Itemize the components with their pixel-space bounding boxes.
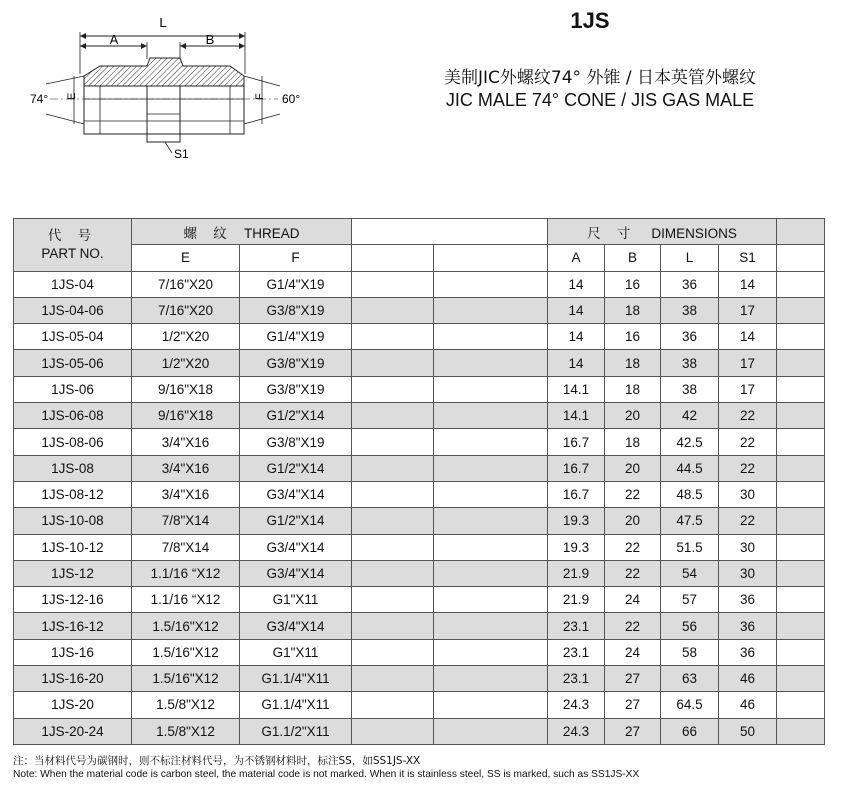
dim-label-l: L	[159, 15, 167, 30]
header-col-s1: S1	[719, 245, 777, 271]
blank-cell	[434, 350, 548, 376]
blank-cell	[434, 534, 548, 560]
dim-a-cell: 19.3	[548, 534, 605, 560]
thread-e-cell: 7/16"X20	[132, 297, 240, 323]
dim-l-cell: 38	[661, 297, 719, 323]
angle-label-left: 74°	[30, 92, 49, 106]
dim-label-a: A	[109, 32, 119, 47]
dim-b-cell: 22	[605, 534, 661, 560]
thread-e-cell: 7/8"X14	[132, 534, 240, 560]
blank-cell	[434, 560, 548, 586]
table-row	[14, 429, 825, 455]
blank-cell	[352, 376, 434, 402]
table-row	[14, 587, 825, 613]
header-blank	[352, 219, 548, 245]
blank-cell	[777, 534, 825, 560]
dim-a-cell: 23.1	[548, 613, 605, 639]
blank-cell	[434, 271, 548, 297]
blank-cell	[434, 508, 548, 534]
thread-e-cell: 1/2"X20	[132, 324, 240, 350]
thread-e-cell: 1.5/8"X12	[132, 692, 240, 718]
dim-a-cell: 16.7	[548, 429, 605, 455]
thread-e-cell: 1.5/16"X12	[132, 666, 240, 692]
blank-cell	[352, 481, 434, 507]
thread-f-cell: G1/4"X19	[240, 271, 352, 297]
dim-s1-cell: 30	[719, 534, 777, 560]
thread-f-cell: G1"X11	[240, 639, 352, 665]
thread-e-cell: 3/4"X16	[132, 429, 240, 455]
dim-l-cell: 58	[661, 639, 719, 665]
thread-e-cell: 3/4"X16	[132, 481, 240, 507]
dim-s1-cell: 50	[719, 718, 777, 744]
blank-cell	[352, 692, 434, 718]
thread-e-cell: 1.1/16 “X12	[132, 560, 240, 586]
dim-l-cell: 44.5	[661, 455, 719, 481]
blank-cell	[777, 376, 825, 402]
dim-l-cell: 54	[661, 560, 719, 586]
dim-l-cell: 63	[661, 666, 719, 692]
header-blank-2	[434, 245, 548, 271]
header-extra	[777, 219, 825, 245]
dim-a-cell: 16.7	[548, 481, 605, 507]
blank-cell	[777, 508, 825, 534]
table-row	[14, 455, 825, 481]
dim-a-cell: 24.3	[548, 692, 605, 718]
dim-s1-cell: 30	[719, 481, 777, 507]
blank-cell	[434, 455, 548, 481]
blank-cell	[352, 534, 434, 560]
thread-f-cell: G1"X11	[240, 587, 352, 613]
blank-cell	[352, 639, 434, 665]
table-header-row-1	[14, 219, 825, 245]
table-row	[14, 639, 825, 665]
dim-b-cell: 20	[605, 403, 661, 429]
dim-b-cell: 22	[605, 481, 661, 507]
part-no-cell: 1JS-06-08	[14, 403, 132, 429]
table-row	[14, 376, 825, 402]
blank-cell	[777, 718, 825, 744]
blank-cell	[434, 587, 548, 613]
thread-f-cell: G1/2"X14	[240, 455, 352, 481]
part-no-cell: 1JS-08	[14, 455, 132, 481]
header-blank-3	[777, 245, 825, 271]
dim-s1-cell: 22	[719, 429, 777, 455]
dim-label-f: F	[254, 93, 266, 100]
part-no-cell: 1JS-05-06	[14, 350, 132, 376]
thread-f-cell: G1.1/4"X11	[240, 666, 352, 692]
dim-s1-cell: 14	[719, 324, 777, 350]
part-no-cell: 1JS-10-08	[14, 508, 132, 534]
dim-s1-cell: 36	[719, 587, 777, 613]
dim-a-cell: 14.1	[548, 376, 605, 402]
dim-b-cell: 18	[605, 350, 661, 376]
subtitle-chinese: 美制JIC外螺纹74° 外锥 / 日本英管外螺纹	[444, 68, 756, 88]
dim-s1-cell: 46	[719, 692, 777, 718]
blank-cell	[777, 613, 825, 639]
blank-cell	[434, 639, 548, 665]
blank-cell	[777, 666, 825, 692]
thread-e-cell: 7/8"X14	[132, 508, 240, 534]
dim-s1-cell: 22	[719, 403, 777, 429]
thread-f-cell: G3/8"X19	[240, 297, 352, 323]
dim-l-cell: 36	[661, 324, 719, 350]
part-no-cell: 1JS-16	[14, 639, 132, 665]
part-no-cell: 1JS-06	[14, 376, 132, 402]
thread-f-cell: G1/2"X14	[240, 403, 352, 429]
dim-b-cell: 27	[605, 666, 661, 692]
blank-cell	[777, 297, 825, 323]
dim-a-cell: 14	[548, 271, 605, 297]
fitting-drawing	[30, 14, 320, 164]
dim-l-cell: 57	[661, 587, 719, 613]
blank-cell	[352, 560, 434, 586]
table-row	[14, 560, 825, 586]
thread-e-cell: 1.1/16 “X12	[132, 587, 240, 613]
blank-cell	[777, 324, 825, 350]
dim-a-cell: 24.3	[548, 718, 605, 744]
thread-e-cell: 1.5/16"X12	[132, 639, 240, 665]
blank-cell	[777, 350, 825, 376]
table-row	[14, 271, 825, 297]
thread-e-cell: 1/2"X20	[132, 350, 240, 376]
thread-f-cell: G1/4"X19	[240, 324, 352, 350]
header-col-l: L	[661, 245, 719, 271]
header-dimensions: 尺 寸 DIMENSIONS	[548, 219, 777, 245]
thread-f-cell: G3/4"X14	[240, 481, 352, 507]
dim-s1-cell: 36	[719, 613, 777, 639]
blank-cell	[434, 613, 548, 639]
dim-b-cell: 18	[605, 297, 661, 323]
spec-table	[13, 218, 825, 745]
header-col-b: B	[605, 245, 661, 271]
blank-cell	[777, 403, 825, 429]
dim-s1-cell: 22	[719, 508, 777, 534]
thread-e-cell: 9/16"X18	[132, 376, 240, 402]
dim-label-e: E	[66, 92, 78, 100]
blank-cell	[352, 324, 434, 350]
dim-a-cell: 14.1	[548, 403, 605, 429]
blank-cell	[352, 666, 434, 692]
part-no-cell: 1JS-10-12	[14, 534, 132, 560]
blank-cell	[434, 376, 548, 402]
thread-f-cell: G1.1/2"X11	[240, 718, 352, 744]
table-row	[14, 508, 825, 534]
note-english: Note: When the material code is carbon steel, the material code is not marked. When it is stainless steel, SS is marked, such as SS1JS-XX	[13, 769, 640, 780]
thread-f-cell: G1.1/4"X11	[240, 692, 352, 718]
dim-label-s1: S1	[174, 147, 189, 161]
part-no-cell: 1JS-16-12	[14, 613, 132, 639]
note-chinese: 注：当材料代号为碳钢时，则不标注材料代号，为不锈钢材料时，标注SS，如SS1JS-XX	[13, 755, 421, 767]
dim-l-cell: 51.5	[661, 534, 719, 560]
part-no-cell: 1JS-20	[14, 692, 132, 718]
blank-cell	[352, 429, 434, 455]
thread-f-cell: G3/4"X14	[240, 560, 352, 586]
thread-e-cell: 1.5/8"X12	[132, 718, 240, 744]
dim-b-cell: 24	[605, 587, 661, 613]
dim-s1-cell: 36	[719, 639, 777, 665]
dim-s1-cell: 17	[719, 297, 777, 323]
header-col-a: A	[548, 245, 605, 271]
table-header-row-2	[14, 245, 825, 271]
page-title: 1JS	[570, 8, 610, 33]
dim-l-cell: 47.5	[661, 508, 719, 534]
header-col-f: F	[240, 245, 352, 271]
dim-a-cell: 21.9	[548, 587, 605, 613]
dim-b-cell: 24	[605, 639, 661, 665]
table-row	[14, 324, 825, 350]
blank-cell	[434, 403, 548, 429]
blank-cell	[352, 718, 434, 744]
blank-cell	[777, 639, 825, 665]
blank-cell	[777, 455, 825, 481]
dim-l-cell: 64.5	[661, 692, 719, 718]
dim-b-cell: 20	[605, 508, 661, 534]
dim-b-cell: 27	[605, 718, 661, 744]
thread-f-cell: G3/8"X19	[240, 429, 352, 455]
thread-f-cell: G3/8"X19	[240, 350, 352, 376]
dim-a-cell: 14	[548, 350, 605, 376]
thread-e-cell: 1.5/16"X12	[132, 613, 240, 639]
dim-b-cell: 18	[605, 376, 661, 402]
part-no-cell: 1JS-16-20	[14, 666, 132, 692]
dim-s1-cell: 14	[719, 271, 777, 297]
part-no-cell: 1JS-05-04	[14, 324, 132, 350]
blank-cell	[434, 429, 548, 455]
dim-l-cell: 66	[661, 718, 719, 744]
blank-cell	[777, 692, 825, 718]
dim-a-cell: 19.3	[548, 508, 605, 534]
dim-l-cell: 48.5	[661, 481, 719, 507]
dim-l-cell: 56	[661, 613, 719, 639]
part-no-cell: 1JS-20-24	[14, 718, 132, 744]
table-row	[14, 403, 825, 429]
blank-cell	[434, 692, 548, 718]
blank-cell	[352, 350, 434, 376]
part-no-cell: 1JS-12	[14, 560, 132, 586]
blank-cell	[777, 429, 825, 455]
thread-f-cell: G3/4"X14	[240, 613, 352, 639]
table-row	[14, 534, 825, 560]
blank-cell	[352, 271, 434, 297]
blank-cell	[352, 455, 434, 481]
dim-s1-cell: 17	[719, 350, 777, 376]
thread-e-cell: 7/16"X20	[132, 271, 240, 297]
thread-f-cell: G1/2"X14	[240, 508, 352, 534]
dim-a-cell: 23.1	[548, 639, 605, 665]
dim-l-cell: 36	[661, 271, 719, 297]
dim-s1-cell: 22	[719, 455, 777, 481]
table-row	[14, 692, 825, 718]
thread-f-cell: G3/4"X14	[240, 534, 352, 560]
header-col-e: E	[132, 245, 240, 271]
angle-label-right: 60°	[282, 92, 301, 106]
thread-f-cell: G3/8"X19	[240, 376, 352, 402]
dim-s1-cell: 30	[719, 560, 777, 586]
dim-s1-cell: 17	[719, 376, 777, 402]
dim-a-cell: 16.7	[548, 455, 605, 481]
blank-cell	[434, 297, 548, 323]
dim-l-cell: 42.5	[661, 429, 719, 455]
blank-cell	[777, 271, 825, 297]
blank-cell	[352, 403, 434, 429]
table-row	[14, 297, 825, 323]
dim-a-cell: 21.9	[548, 560, 605, 586]
header-thread: 螺 纹 THREAD	[132, 219, 352, 245]
dim-b-cell: 18	[605, 429, 661, 455]
table-row	[14, 613, 825, 639]
dim-b-cell: 22	[605, 613, 661, 639]
dim-l-cell: 38	[661, 350, 719, 376]
table-row	[14, 666, 825, 692]
blank-cell	[434, 481, 548, 507]
table-row	[14, 481, 825, 507]
part-no-cell: 1JS-12-16	[14, 587, 132, 613]
blank-cell	[434, 718, 548, 744]
blank-cell	[434, 666, 548, 692]
blank-cell	[352, 613, 434, 639]
part-no-cell: 1JS-04-06	[14, 297, 132, 323]
blank-cell	[434, 324, 548, 350]
blank-cell	[777, 587, 825, 613]
table-row	[14, 718, 825, 744]
dim-label-b: B	[205, 32, 215, 47]
dim-b-cell: 27	[605, 692, 661, 718]
thread-e-cell: 3/4"X16	[132, 455, 240, 481]
blank-cell	[352, 508, 434, 534]
dim-b-cell: 20	[605, 455, 661, 481]
dim-b-cell: 16	[605, 324, 661, 350]
dim-s1-cell: 46	[719, 666, 777, 692]
part-no-cell: 1JS-04	[14, 271, 132, 297]
dim-b-cell: 16	[605, 271, 661, 297]
dim-b-cell: 22	[605, 560, 661, 586]
part-no-cell: 1JS-08-06	[14, 429, 132, 455]
blank-cell	[777, 481, 825, 507]
thread-e-cell: 9/16"X18	[132, 403, 240, 429]
dim-a-cell: 23.1	[548, 666, 605, 692]
dim-l-cell: 38	[661, 376, 719, 402]
subtitle-english: JIC MALE 74° CONE / JIS GAS MALE	[445, 90, 755, 110]
blank-cell	[352, 297, 434, 323]
table-row	[14, 350, 825, 376]
blank-cell	[352, 587, 434, 613]
dim-a-cell: 14	[548, 297, 605, 323]
header-blank-1	[352, 245, 434, 271]
part-no-cell: 1JS-08-12	[14, 481, 132, 507]
dim-a-cell: 14	[548, 324, 605, 350]
header-part-no: 代 号 PART NO.	[14, 219, 132, 272]
dim-l-cell: 42	[661, 403, 719, 429]
blank-cell	[777, 560, 825, 586]
